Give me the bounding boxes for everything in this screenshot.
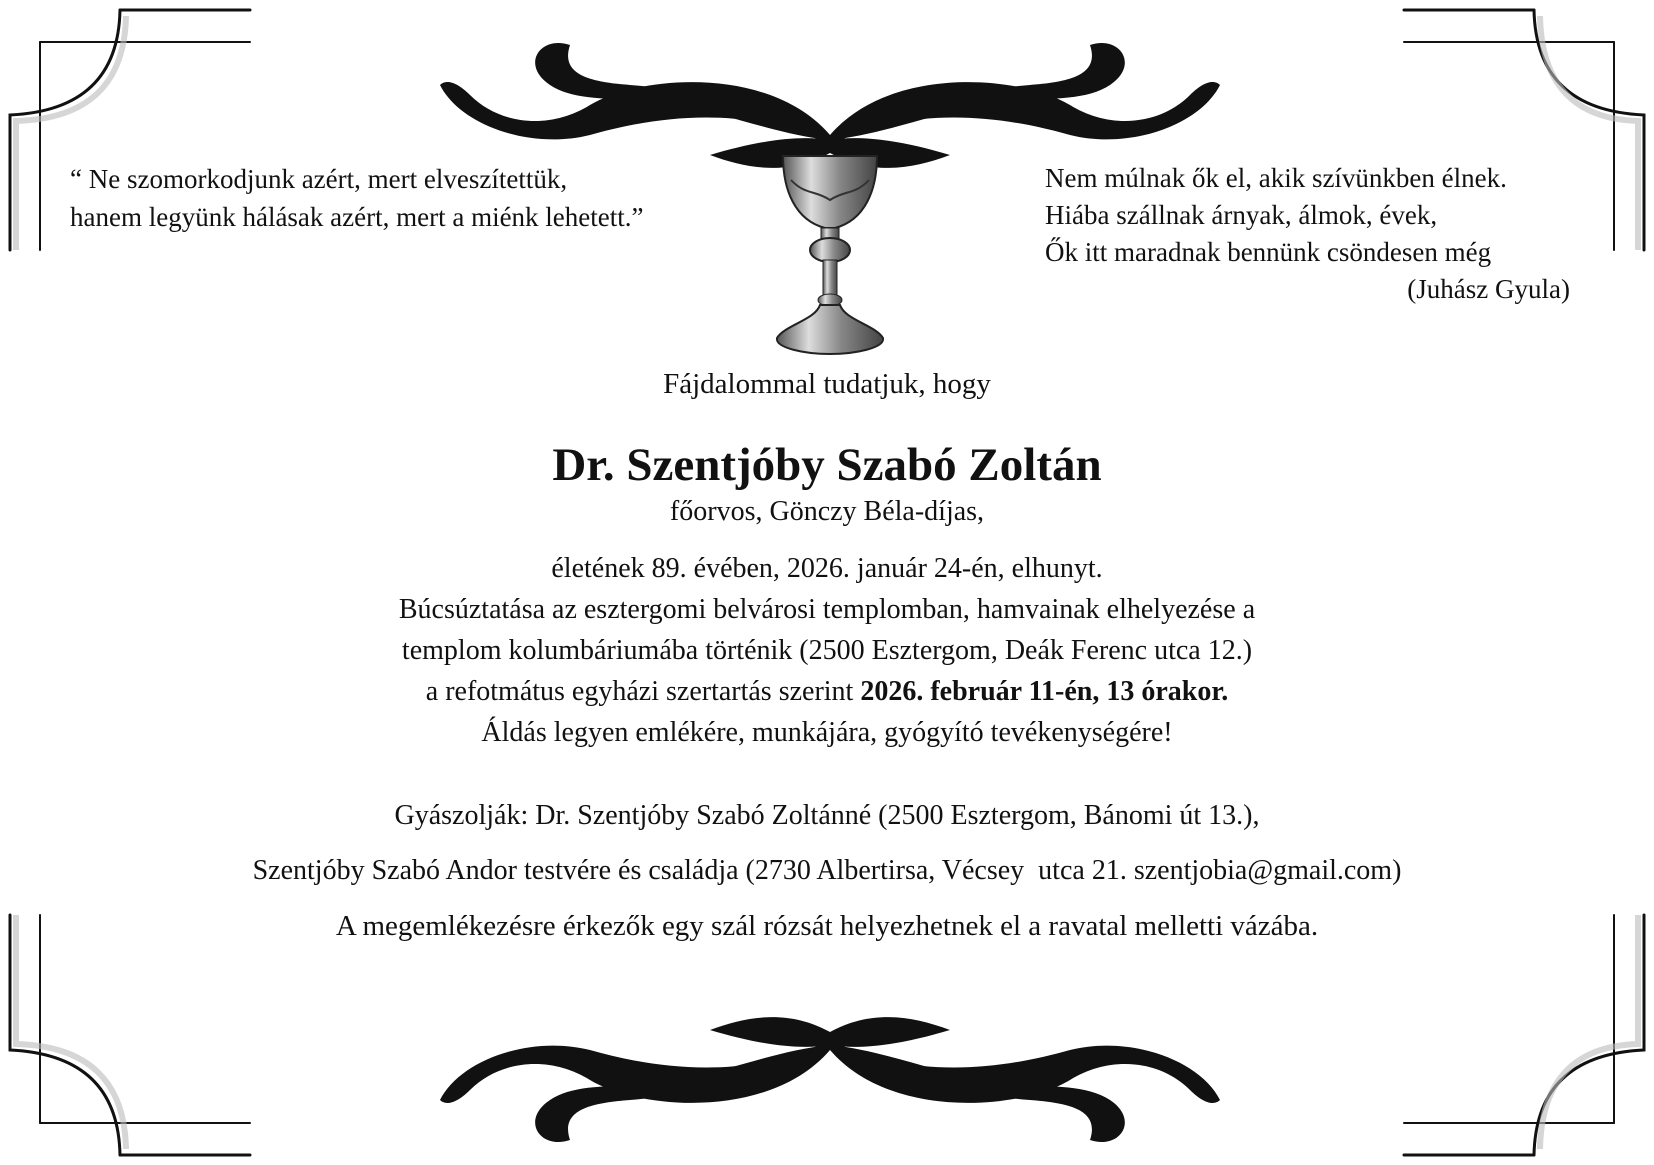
left-quote-line-1: “ Ne szomorkodjunk azért, mert elveszítettük,: [70, 164, 568, 194]
funeral-date-time: 2026. február 11-én, 13 órakor.: [860, 676, 1229, 707]
body-line-5: Áldás legyen emlékére, munkájára, gyógyító tevékenységére!: [481, 717, 1173, 748]
bottom-flourish-ornament: [440, 1010, 1220, 1160]
right-quote-author: (Juhász Gyula): [1407, 274, 1570, 304]
body-line-4-prefix: a refotmátus egyházi szertartás szerint: [425, 676, 861, 707]
mourners: [0, 788, 1654, 898]
corner-frame-bottom-left: [0, 905, 260, 1165]
body-line-4: [0, 671, 1654, 712]
right-quote-line-3: Ők itt maradnak bennünk csöndesen még: [1045, 237, 1492, 267]
body-line-1: életének 89. évében, 2026. január 24-én, elhunyt.: [551, 553, 1103, 584]
right-quote: [1045, 160, 1570, 308]
right-quote-line-1: Nem múlnak ők el, akik szívünkben élnek.: [1045, 163, 1507, 193]
body-line-2: Búcsúztatása az esztergomi belvárosi templomban, hamvainak elhelyezése a: [398, 594, 1256, 625]
corner-frame-bottom-right: [1394, 905, 1654, 1165]
memorial-note: A megemlékezésre érkezők egy szál rózsát helyezhetnek el a ravatal melletti vázába.: [335, 910, 1319, 942]
announcement-body: [0, 548, 1654, 753]
left-quote: [70, 160, 644, 236]
right-quote-line-2: Hiába szállnak árnyak, álmok, évek,: [1045, 200, 1438, 230]
body-line-3: templom kolumbáriumába történik (2500 Esztergom, Deák Ferenc utca 12.): [401, 635, 1253, 666]
chalice-icon: [765, 150, 895, 360]
mourners-line-1: Gyászolják: Dr. Szentjóby Szabó Zoltánné (2500 Esztergom, Bánomi út 13.),: [394, 800, 1260, 831]
deceased-title: főorvos, Gönczy Béla-díjas,: [669, 496, 985, 527]
intro-text: Fájdalommal tudatjuk, hogy: [663, 368, 991, 400]
mourners-line-2: Szentjóby Szabó Andor testvére és családja (2730 Albertirsa, Vécsey utca 21. szentjobia@gmail.com): [252, 855, 1402, 886]
deceased-name: Dr. Szentjóby Szabó Zoltán: [552, 439, 1102, 491]
left-quote-line-2: hanem legyünk hálásak azért, mert a miénk lehetett.”: [70, 202, 644, 232]
